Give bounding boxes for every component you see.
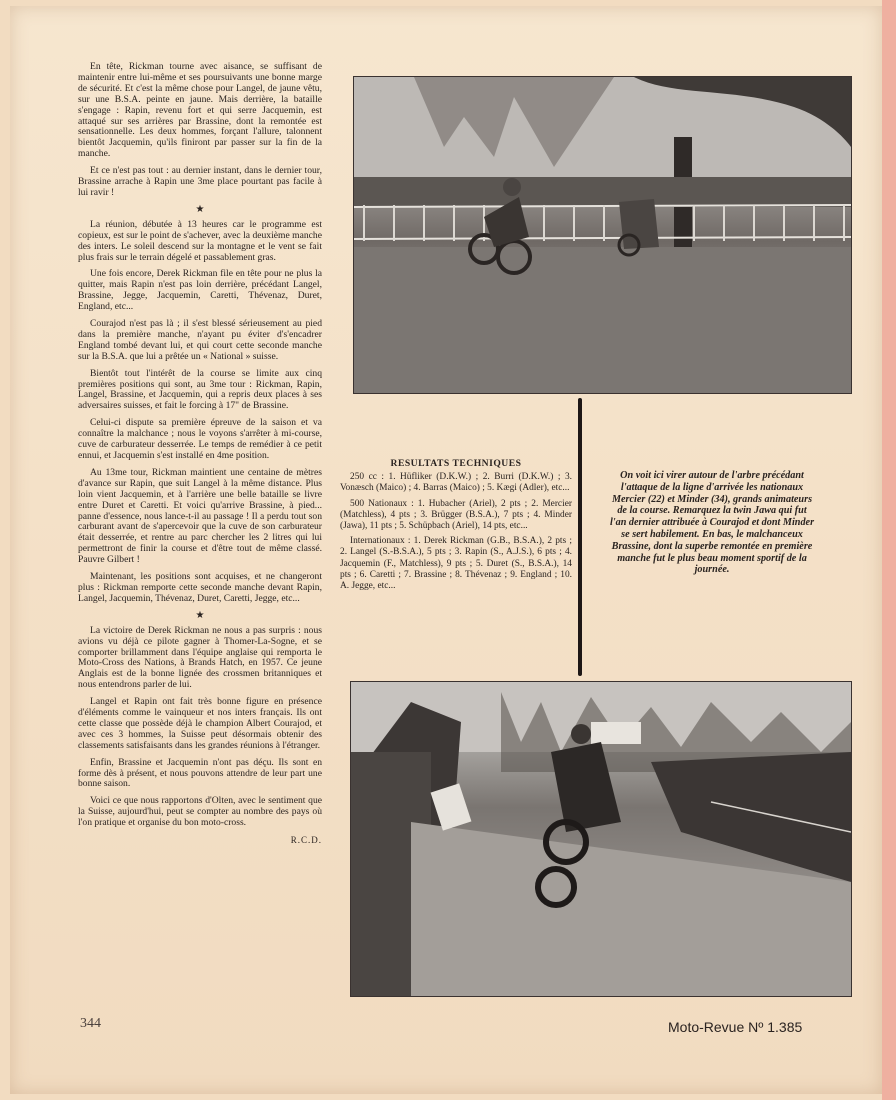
paragraph: Une fois encore, Derek Rickman file en tête pour ne plus la quitter, mais Rapin n'est pas loin derrière, précédant Langel, Brassine, Jegge, Jacquemin, Caretti, Thévenaz, Duret, England, etc...: [78, 268, 322, 313]
paragraph: En tête, Rickman tourne avec aisance, se suffisant de maintenir entre lui-même et ses poursuivants une bonne marge de sécurité. Et c'est la même chose pour Langel, de jaune vêtu, sur une B.S.A. peinte en jaune. Mais derrière, la bataille s'engage : Rapin, revenu fort et qui serre Jacquemin, est attaqué sur ses arrières par Brassine, dont la remontée est sensationnelle. Les deux hommes, forçant l'allure, talonnent bientôt Jacquemin, qu'ils finiront par passer sur la fin de la manche.: [78, 61, 322, 160]
photo-riders-at-tree: [353, 76, 852, 394]
photo-caption: On voit ici virer autour de l'arbre précédant l'attaque de la ligne d'arrivée les nationaux Mercier (22) et Minder (34), grands animateurs de la course. Remarquez la twin Jawa qui fut l'an dernier attribuée à Courajod et dont Minder se sert habilement. En bas, le malchanceux Brassine, dont la superbe remontée en première manche fut le plus beau moment sportif de la journée.: [609, 470, 815, 576]
results-250cc: 250 cc : 1. Hüfliker (D.K.W.) ; 2. Burri (D.K.W.) ; 3. Vonæsch (Maico) ; 4. Barras (Maico) ; 5. Kægi (Adler), etc...: [340, 472, 572, 494]
results-internationaux: Internationaux : 1. Derek Rickman (G.B., B.S.A.), 2 pts ; 2. Langel (S.-B.S.A.), 5 pts ; 3. Rapin (S., A.J.S.), 6 pts ; 4. Jacquemin (F., Matchless), 9 pts ; 5. Duret (S., B.S.A.), 14 pts ; 6. Caretti ; 7. Brassine ; 8. Thévenaz ; 9. England ; 10. A. Jegge, etc...: [340, 536, 572, 592]
paragraph: La réunion, débutée à 13 heures car le programme est copieux, est sur le point de s'achever, avec la deuxième manche des inters. Le soleil descend sur la montagne et le vent se fait plus frais sur le terrain dégelé et passablement gras.: [78, 218, 322, 263]
paragraph: Maintenant, les positions sont acquises, et ne changeront plus : Rickman remporte cette seconde manche devant Rapin, Langel, Jacquemin, Thévenaz, Duret, Caretti, Jegge, etc...: [78, 571, 322, 604]
results-500-nationaux: 500 Nationaux : 1. Hubacher (Ariel), 2 pts ; 2. Mercier (Matchless), 4 pts ; 3. Brügger (B.S.A.), 7 pts ; 4. Minder (Jawa), 11 pts ; 5. Schüpbach (Ariel), 14 pts, etc...: [340, 498, 572, 532]
paragraph: Au 13me tour, Rickman maintient une centaine de mètres d'avance sur Rapin, que suit Langel à la même distance. Plus loin vient Jacquemin, et à l'arrière une belle bataille se livre entre Duret et Caretti. Et voici qu'arrive Brassine, à pied... panne d'essence, nous lance-t-il au passage ! Il a perdu tout son carburant avant de s'apercevoir que la cuve de son carburateur était desserrée, et rentre au parc chercher les 2 litres qui lui permettront de finir la course et d'être tout de même classé. Pauvre Gilbert !: [78, 466, 322, 566]
photo-top-illustration: [354, 77, 851, 393]
photo-bottom-illustration: [351, 682, 851, 996]
paragraph: Et ce n'est pas tout : au dernier instant, dans le dernier tour, Brassine arrache à Rapin une 3me place pourtant pas facile à lui ravir !: [78, 165, 322, 198]
technical-results: [340, 458, 572, 596]
article-column: [78, 62, 322, 846]
author-signature: R.C.D.: [290, 835, 322, 846]
results-title: RESULTATS TECHNIQUES: [390, 458, 522, 469]
paragraph: Bientôt tout l'intérêt de la course se limite aux cinq premières positions qui sont, au 3me tour : Rickman, Rapin, Langel, Brassine, et Jacquemin, qui a repris deux places à ses adversaires suisses, et fait le forcing à 17" de Brassine.: [78, 367, 322, 412]
paragraph: Courajod n'est pas là ; il s'est blessé sérieusement au pied dans la première manche, n'ayant pu éviter d's'encadrer England tombé devant lui, et qui court cette seconde manche sur la B.S.A. que lui a prêtée un « National » suisse.: [78, 318, 322, 362]
journal-issue: Moto-Revue Nº 1.385: [668, 1019, 803, 1035]
page-number: 344: [80, 1016, 101, 1031]
paragraph: Langel et Rapin ont fait très bonne figure en présence d'éléments comme le vainqueur et nos inters français. Ils ont cette classe que possède déjà le champion Albert Courajod, et avec ces 3 hommes, la Suisse peut désormais obtenir des classements satisfaisants dans les grandes réunions à l'étranger.: [78, 696, 322, 751]
paragraph: Voici ce que nous rapportons d'Olten, avec le sentiment que la Suisse, aujourd'hui, peut se compter au nombre des pays où l'on pratique et organise du bon moto-cross.: [78, 795, 322, 829]
paragraph: La victoire de Derek Rickman ne nous a pas surpris : nous avions vu déjà ce pilote gagner à Thomer-La-Sogne, et se comporter brillamment dans l'équipe anglaise qui remporta le Moto-Cross des Nations, à Brands Hatch, en 1957. Ce jeune Anglais est de la bonne lignée des crossmen britanniques et nous entendrons parler de lui.: [78, 624, 322, 691]
section-star: ★: [195, 203, 205, 215]
column-divider: [578, 398, 582, 676]
section-star: ★: [195, 609, 205, 621]
page-edge: [882, 0, 896, 1100]
paragraph: Celui-ci dispute sa première épreuve de la saison et va connaître la malchance ; nous le voyons s'arrêter à mi-course, cuve de carburateur desserrée. Le temps de remédier à ce petit ennui, et Jacquemin s'est installé en 4me position.: [78, 417, 322, 461]
photo-brassine-rider: [350, 681, 852, 997]
paragraph: Enfin, Brassine et Jacquemin n'ont pas déçu. Ils sont en forme dès à présent, et nous pouvons attendre de leur part une bonne saison.: [78, 756, 322, 790]
